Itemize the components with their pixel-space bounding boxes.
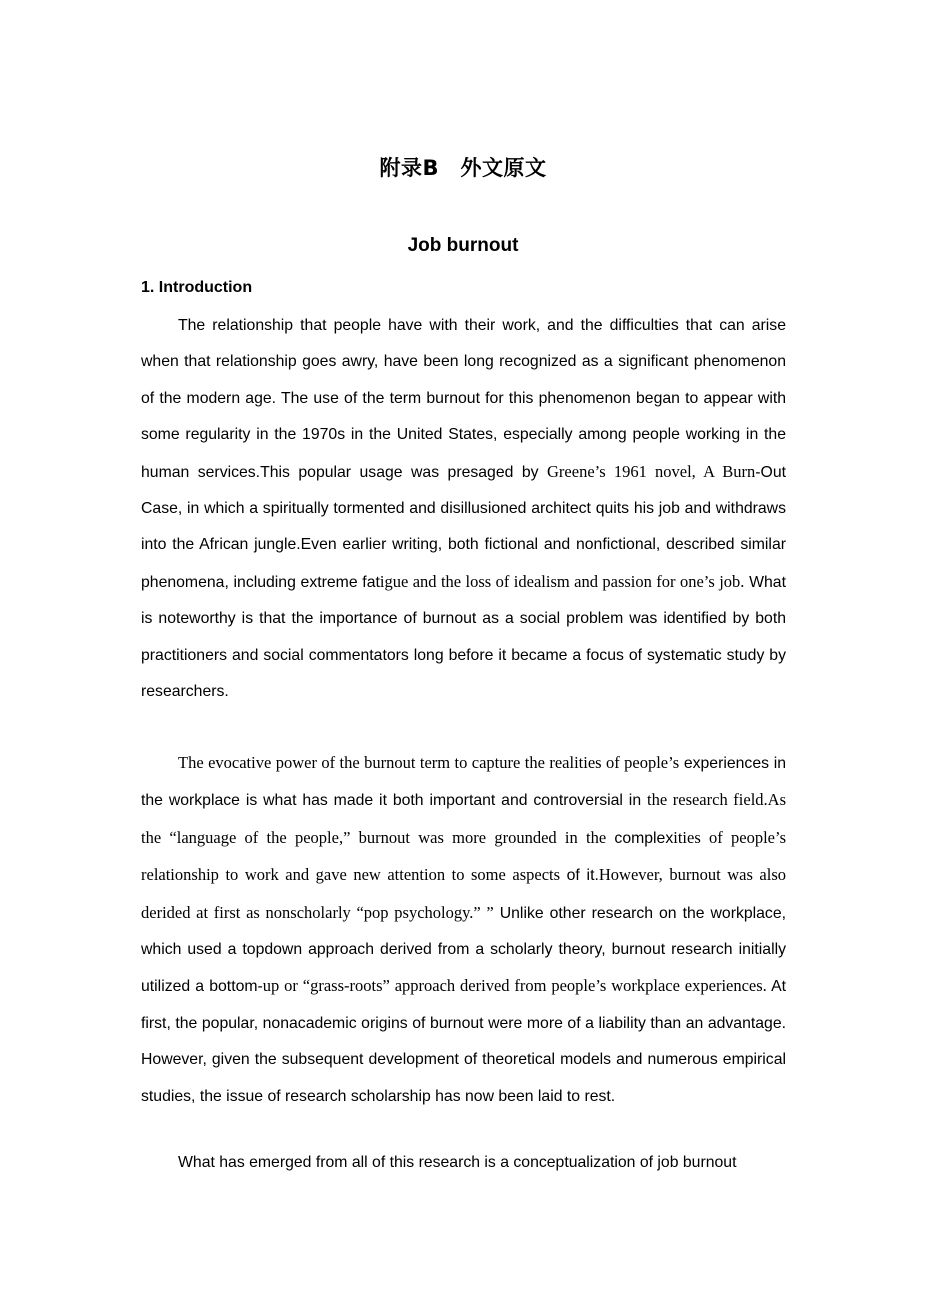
- paragraph-2-text-a: experiences in the workplace is what has made it both important and controversial in: [141, 755, 786, 810]
- paragraph-1-text-b: -Out Case, in which a spiritually tormented and disillusioned architect quits his job and withdraws into the African jungle.Even earlier writing, both fictional and nonfictional, described similar phenomena, including extreme fat: [141, 463, 787, 591]
- paragraph-2-text-d: Unlike other research on the workplace, which used a topdown approach derived from a scholarly theory, burnout research initially utilized a bottom-: [141, 904, 787, 996]
- paragraph-2-serif-d: However, burnout was also derided at first as nonscholarly “pop psychology.” ”: [141, 865, 786, 922]
- paragraph-1-text-c: What is noteworthy is that the importance of burnout as a social problem was identified by both practitioners and social commentators long before it became a focus of systematic study by researchers.: [141, 573, 786, 701]
- paragraph-1-serif-b: igue and the loss of idealism and passion for one’s job.: [379, 571, 745, 591]
- paragraph-3-text-a: What has emerged from all of this research is a conceptualization of job burnout: [178, 1154, 737, 1171]
- paragraph-2-text-b: complex: [614, 829, 674, 847]
- paragraph-2-serif-b: the research field.As the “language of the people,” burnout was more grounded in the: [141, 790, 787, 847]
- paragraph-2-serif-c: ities of people’s relationship to work and gave new attention to some aspects: [141, 827, 786, 885]
- paragraph-2-text-c: of it.: [566, 867, 599, 885]
- paragraph-2-text-e: At first, the popular, nonacademic origins of burnout were more of a liability than an advantage. However, given the subsequent development of theoretical models and numerous empirical studies, the issue of research scholarship has now been laid to rest.: [141, 978, 786, 1105]
- paper-title: Job burnout: [407, 235, 519, 256]
- paragraph-2-serif-a: The evocative power of the burnout term to capture the realities of people’s: [178, 753, 680, 772]
- paragraph-1: [141, 308, 786, 710]
- appendix-title: 附录B 外文原文: [379, 156, 547, 180]
- paragraph-2: [141, 745, 786, 1115]
- paragraph-1-text-a: The relationship that people have with their work, and the difficulties that can arise when that relationship goes awry, have been long recognized as a significant phenomenon of the modern age. The use of the term burnout for this phenomenon began to appear with some regularity in the 1970s in the United States, especially among people working in the human services.This popular usage was presaged by: [141, 317, 786, 481]
- section-heading: 1. Introduction: [141, 279, 253, 296]
- paragraph-1-serif-a: Greene’s 1961 novel, A Burn: [547, 461, 756, 481]
- paragraph-2-serif-e: up or “grass-roots” approach derived from people’s workplace experiences.: [262, 976, 767, 996]
- paragraph-3: [141, 1145, 786, 1181]
